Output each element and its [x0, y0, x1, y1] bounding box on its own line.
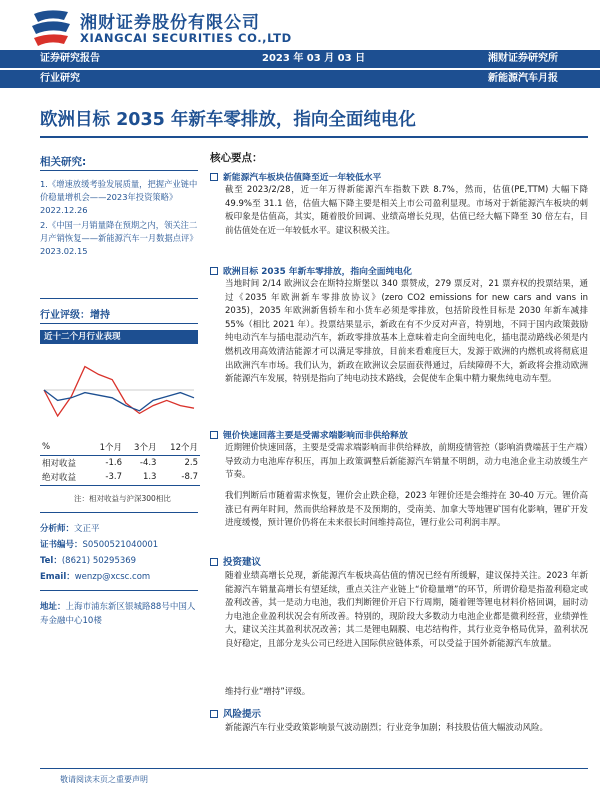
- institute-name: 湘财证券研究所: [488, 53, 558, 64]
- table-cell: -8.7: [158, 470, 200, 485]
- checkbox-icon: [210, 431, 218, 439]
- row-label: 相对收益: [42, 458, 77, 469]
- research-category: 行业研究: [40, 73, 80, 84]
- tel-number: (8621) 50295369: [61, 556, 137, 566]
- related-research-list: [40, 178, 198, 260]
- section-body-valuation: 截至 2023/2/28，近一年万得新能源汽车指数下跌 8.7%，然而，估值(PE,TTM) 大幅下降 49.9%至 31.1 倍，估值大幅下降主要是相关上市公司盈利显现。市场对于新能源汽车板块的刺板印象是估值高，其实，随着股价回调、业绩高增长兑现，估值已经大幅下降至 30 倍左右，目前估值处在近一年较低水平。建议积极关注。: [225, 185, 588, 236]
- performance-table: [40, 440, 200, 486]
- table-header-cell: %: [40, 440, 90, 455]
- address-key: 地址：: [40, 602, 66, 612]
- checkbox-icon: [210, 558, 218, 566]
- company-name-cn: 湘财证券股份有限公司: [80, 13, 260, 33]
- section-body-lithium-2: 我们判断后市随着需求恢复，锂价会止跌企稳，2023 年锂价还是会维持在 30-40 万元。锂价高涨已有两年时间，然而供给释放是不及预期的，受南美、加拿大等地锂矿国有化影响，锂矿开发进度缓慢，预计锂价仍将在未来很长时间维持高位，锂行业公司利润丰厚。: [225, 491, 588, 529]
- industry-rating: 行业评级：增持: [40, 310, 110, 321]
- section-heading-valuation: 新能源汽车板块估值降至近一年较低水平: [210, 170, 381, 183]
- license-number: S0500521040001: [82, 540, 159, 550]
- tel-line: [40, 554, 136, 566]
- header-band-bottom: [0, 70, 600, 88]
- contact-divider: [40, 512, 198, 513]
- table-header-cell: 12个月: [158, 440, 200, 455]
- table-cell: -4.3: [139, 457, 157, 468]
- checkbox-icon: [210, 710, 218, 718]
- row-label: 绝对收益: [40, 470, 90, 485]
- checkbox-icon: [210, 173, 218, 181]
- table-header-row: [40, 440, 200, 455]
- table-note: 注：相对收益与沪深300相比: [74, 494, 171, 503]
- related-research-heading: 相关研究:: [40, 156, 87, 168]
- footer-disclaimer[interactable]: 敬请阅读末页之重要声明: [60, 775, 148, 784]
- related-item-2[interactable]: 2.《中国一月销量降在预期之内，领关注二月产销恢复——新能源汽车一月数据点评》2023.02.15: [40, 220, 198, 256]
- report-series: 新能源汽车月报: [488, 73, 558, 84]
- checkbox-icon: [210, 267, 218, 275]
- table-cell: -1.6: [105, 457, 123, 468]
- analyst-line: [40, 522, 100, 534]
- section-body-investment: 随着业绩高增长兑现，新能源汽车板块高估值的情况已经有所缓解，建议保持关注。2023 年新能源汽车销量高增长有望延续，重点关注产业链上“价稳量增”的环节，所谓价稳是指盈利稳定或盈利改善，其一是动力电池，我们判断锂价开启下行周期，随着锂等锂电材料价格回调，届时动力电池企业盈利状况会有所改善。特别的，现阶段大多数动力电池企业都是微利经营，业绩弹性大，建议关注其盈利状况改善；其二是锂电隔膜、电芯结构件，其行业竞争格局优异，盈利状况良好稳定，且部分龙头公司已经进入国际供应链体系，可以受益于国外新能源汽车放量。: [225, 571, 588, 649]
- chart-divider: [40, 323, 198, 324]
- address-block: [40, 600, 200, 628]
- section-body-eu-policy: 当地时间 2/14 欧洲议会在斯特拉斯堡以 340 票赞成，279 票反对，21 票弃权的投票结果，通过《2035 年欧洲新车零排放协议》(zero CO2 emissions for new cars and vans in 2035)，2035 年欧洲新售轿车和小货车必须是零排放，包括阶段性目标是 2030 年新车减排 55%（相比 2021 年）。投票结果显示，新政在有不少反对声音，特别地，不同于国内政策鼓励纯电动汽车与插电混动汽车，新政零排放基本上意味着走向全面纯电化，插电混动路线必须是内燃机改用高效清洁能源才可以满足零排放，目前来看难度巨大，发源于欧洲的内燃机或将彻底退出欧洲汽车市场。我们认为，新政在欧洲议会层面获得通过，后续障碍不大，新政将会推动欧洲新能源汽车发展，特别是指向了纯电动技术路线，会促使车企集中精力聚焦纯电动车型。: [225, 279, 588, 385]
- table-row: [40, 470, 200, 485]
- table-header-cell: 3个月: [124, 440, 158, 455]
- section-body-risk: 新能源汽车行业受政策影响景气波动剧烈；行业竞争加剧；科技股估值大幅波动风险。: [225, 723, 549, 733]
- section-heading-lithium: 锂价快速回落主要是受需求端影响而非供给释放: [210, 428, 408, 441]
- table-cell: -3.7: [90, 470, 124, 485]
- core-points-heading: 核心要点：: [210, 152, 263, 164]
- chart-title: 近十二个月行业表现: [40, 330, 198, 344]
- email-key: Email：: [40, 572, 75, 582]
- table-row: [40, 455, 200, 470]
- license-key: 证书编号：: [40, 540, 83, 550]
- email-address[interactable]: wenzp@xcsc.com: [74, 572, 151, 582]
- company-name-en: XIANGCAI SECURITIES CO.,LTD: [80, 31, 292, 45]
- series-line-1: [44, 367, 194, 416]
- report-date: 2023 年 03 月 03 日: [262, 53, 366, 64]
- footer-divider: [40, 768, 588, 769]
- table-cell: 1.3: [124, 470, 158, 485]
- header-band-top: [0, 50, 600, 68]
- section-heading-eu-policy: 欧洲目标 2035 年新车零排放，指向全面纯电化: [210, 264, 412, 277]
- performance-chart: [40, 345, 198, 435]
- company-logo: [28, 6, 74, 50]
- address-divider: [40, 590, 198, 591]
- related-divider: [40, 170, 198, 171]
- email-line: [40, 570, 150, 582]
- section-body-investment-2: 维持行业“增持”评级。: [225, 687, 311, 697]
- section-body-lithium: 近期锂价快速回落，主要是受需求端影响而非供给释放，前期疫情管控（影响消费端甚于生产端）导致动力电池库存积压，再加上政策调整后新能源汽车销量不明朗，动力电池企业主动放缓生产节奏。: [225, 443, 588, 481]
- address-value: 上海市浦东新区银城路88号中国人寿金融中心10楼: [40, 602, 196, 626]
- series-line-2: [44, 390, 194, 411]
- table-cell: 2.5: [184, 457, 198, 468]
- analyst-name: 文正平: [74, 524, 100, 534]
- section-heading-risk: 风险提示: [210, 706, 261, 720]
- rating-divider: [40, 298, 198, 299]
- title-divider: [40, 136, 588, 138]
- table-header-cell: 1个月: [90, 440, 124, 455]
- page-title: 欧洲目标 2035 年新车零排放，指向全面纯电化: [40, 110, 416, 130]
- report-type: 证券研究报告: [40, 53, 100, 64]
- tel-key: Tel：: [40, 556, 62, 566]
- related-item-1[interactable]: 1.《增速放缓考验发展质量，把握产业链中价稳量增机会——2023年投资策略》2022.12.26: [40, 179, 198, 215]
- license-line: [40, 538, 158, 550]
- analyst-key: 分析师：: [40, 524, 75, 534]
- section-heading-investment: 投资建议: [210, 554, 261, 568]
